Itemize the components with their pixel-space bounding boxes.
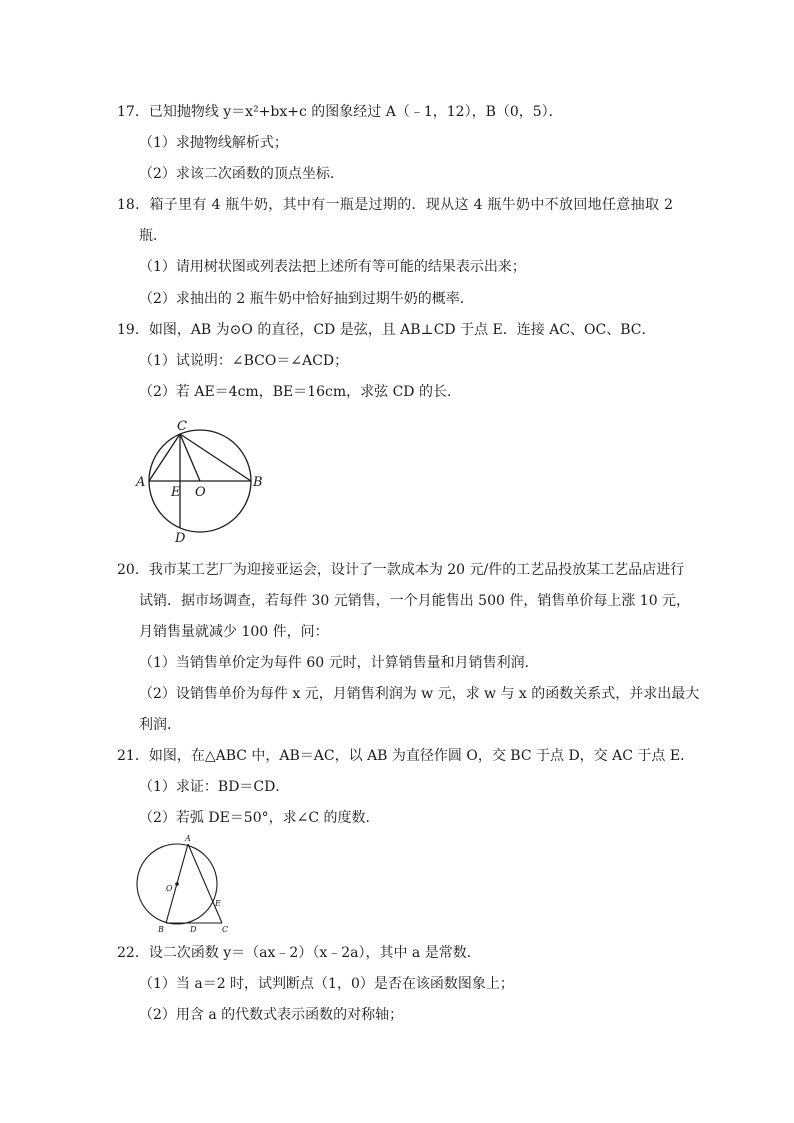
q20-stem-line1: 20．我市某工艺厂为迎接亚运会，设计了一款成本为 20 元/件的工艺品投放某工艺品店进行 bbox=[117, 562, 685, 578]
q21-label-c: C bbox=[222, 925, 229, 934]
q19-part1: （1）试说明：∠BCO＝∠ACD； bbox=[139, 353, 349, 369]
q19-label-e: E bbox=[171, 485, 181, 500]
q20-stem-line2: 试销．据市场调查，若每件 30 元销售，一个月能售出 500 件，销售单价每上涨 10 元， bbox=[139, 593, 691, 609]
q22-stem: 22．设二次函数 y＝（ax﹣2）（x﹣2a），其中 a 是常数． bbox=[117, 945, 481, 961]
q19-label-o: O bbox=[195, 485, 206, 500]
q21-label-d: D bbox=[190, 925, 197, 934]
q17-stem: 17．已知抛物线 y＝x²+bx+c 的图象经过 A（﹣1，12），B（0，5）． bbox=[117, 104, 563, 120]
q19-label-b: B bbox=[253, 475, 263, 490]
q19-label-c: C bbox=[177, 419, 187, 434]
q17-part1: （1）求抛物线解析式； bbox=[139, 135, 288, 151]
q21-label-b: B bbox=[158, 925, 164, 934]
q20-part2-line1: （2）设销售单价为每件 x 元，月销售利润为 w 元，求 w 与 x 的函数关系式，并求出最大 bbox=[139, 686, 700, 702]
q21-stem: 21．如图，在△ABC 中，AB＝AC，以 AB 为直径作圆 O，交 BC 于点 D，交 AC 于点 E． bbox=[117, 748, 695, 764]
q21-part2: （2）若弧 DE＝50°，求∠C 的度数． bbox=[139, 810, 380, 826]
q21-label-o: O bbox=[166, 884, 173, 893]
q17-part2: （2）求该二次函数的顶点坐标． bbox=[139, 166, 344, 182]
q21-center-dot bbox=[175, 882, 179, 886]
q18-part1: （1）请用树状图或列表法把上述所有等可能的结果表示出来； bbox=[139, 259, 526, 275]
q18-stem-line1: 18．箱子里有 4 瓶牛奶，其中有一瓶是过期的．现从这 4 瓶牛奶中不放回地任意抽取 2 bbox=[117, 197, 673, 213]
q19-label-a: A bbox=[136, 475, 146, 490]
q18-part2: （2）求抽出的 2 瓶牛奶中恰好抽到过期牛奶的概率． bbox=[139, 291, 474, 307]
q21-label-a: A bbox=[185, 834, 191, 843]
q20-part1: （1）当销售单价定为每件 60 元时，计算销售量和月销售利润． bbox=[139, 655, 539, 671]
q22-part1: （1）当 a＝2 时，试判断点（1，0）是否在该函数图象上； bbox=[139, 976, 514, 992]
q19-part2: （2）若 AE＝4cm，BE＝16cm，求弦 CD 的长． bbox=[139, 384, 461, 400]
q21-part1: （1）求证：BD＝CD． bbox=[139, 779, 290, 795]
q22-part2: （2）用含 a 的代数式表示函数的对称轴； bbox=[139, 1007, 404, 1023]
q18-stem-line2: 瓶． bbox=[139, 228, 167, 244]
q21-label-e: E bbox=[215, 899, 221, 908]
q20-stem-line3: 月销售量就减少 100 件，问： bbox=[139, 624, 329, 640]
q19-stem: 19．如图，AB 为⊙O 的直径，CD 是弦，且 AB⊥CD 于点 E．连接 AC、OC、BC． bbox=[117, 322, 656, 338]
q20-part2-line2: 利润． bbox=[139, 717, 181, 733]
q19-label-d: D bbox=[175, 531, 186, 546]
